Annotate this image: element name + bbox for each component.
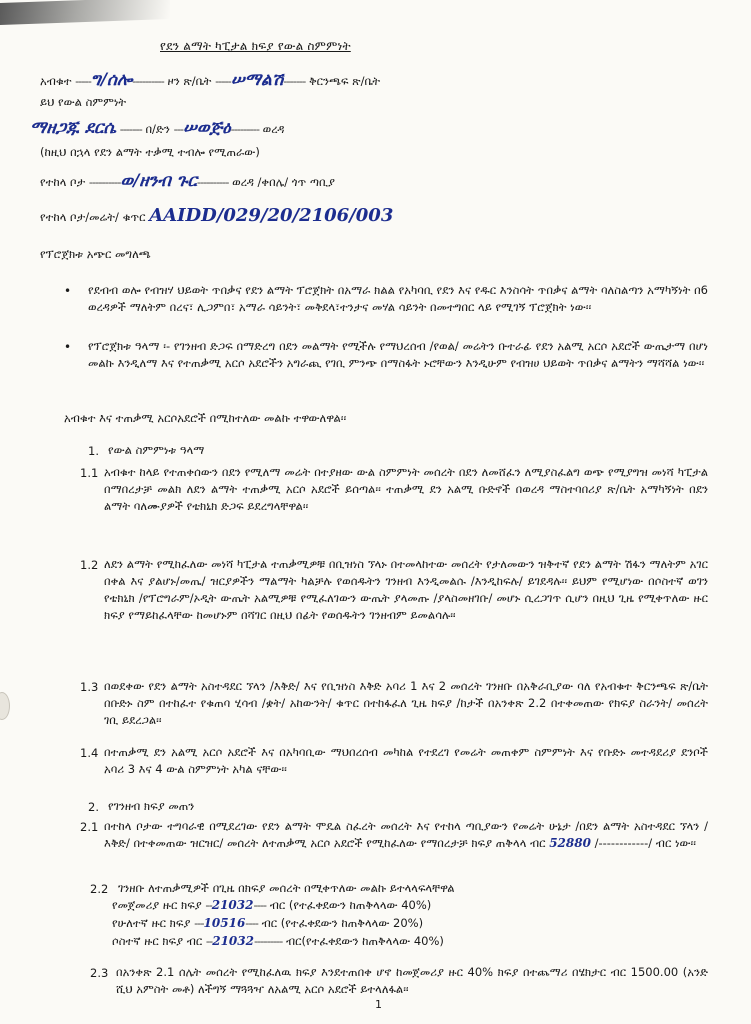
label-zone-office: ዞን ጽ/ቤት (167, 74, 212, 88)
clause-2-2-text: ገንዘቡ ለተጠቃሚዎች በጊዜ በክፍያ መሰረት በሚቀጥለው መልኩ ይተላላፍላቸዋል (118, 881, 455, 895)
installment-label: ሶስተኛ ዙር ክፍያ ብር (112, 934, 203, 948)
row-group: ማዘጋጁ ደርሴ ------- በ/ድን ---ሠወጅዕ--------- ወረዳ (30, 118, 285, 138)
clause-1-2-text: ለደን ልማት የሚከፈለው መነሻ ካፒታል ተጠቃሚዎቹ በቢዝነስ ኘላኑ በተመላከተው መሰረት የታለመውን ዝቅተኛ የደን ልማት ሽፋን ማለትም አገር በቀል እና ያልሆኑ/መጤ/ ዝርያዎችን ማልማት ካልቻሉ የወሰዱትን ገንዘብ እንዲመልሱ /እንዲከፍሉ/ ይገደዳሉ፡፡ ይህም የሚሆነው በሶስተኛ ወገን የቴክኒክ /የፕሮግራም/ኦዲት ውጤት አልሚዎቹ የሚፈለገውን ውጤት ያላመጡ /ያላስመዘገቡ/ መሆኑ ሲረጋገጥ ሲሆን በዚህ ጊዜ የሚቀጥለው ዙር ክፍያ የማይከፈላቸው ከመሆኑም በሻገር በዚህ በፊት የወሰዱትን ገንዘብም ይመልሳሉ፡፡ (104, 557, 708, 622)
bullet-dot: • (64, 340, 72, 354)
clause-2-2-number: 2.2 (90, 882, 109, 896)
clause-1-3-text: በወደቀው የደን ልማት አስተዳደር ኘላን /እቅድ/ እና የቢዝነስ እቅድ አባሪ 1 እና 2 መሰረት ገንዘቡ በአቅራቢያው ባለ የአብቁተ ቅርንጫፍ ጽ/ቤት በቡድኑ ስም በተከፈተ የቁጠባ ሂሳብ /ቋት/ አከውንት/ ቁጥር በተከፋፈለ ጊዜ ክፍያ /ከታች በአንቀጽ 2.2 በተቀመጠው የክፍያ ስራንት/ መሰረት ገቢ ይደረጋል፡፡ (104, 679, 708, 727)
section-1-title: የውል ስምምነቱ ዓላማ (108, 443, 205, 457)
clause-1-1-text: አብቁተ ከላይ የተጠቀሰውን በደን የሚለማ መሬት በተያዘው ውል ስምምነት መሰረት በደን ለመሸፈን ለሚያስፈልግ ወጭ የሚያግዝ መነሻ ካፒታል በማበረታቻ መልክ ለደን ልማት ተጠቃሚ አርሶ አደሮች ይሰጣል፡፡ ተጠቃሚ ደን አልሚ ቡድኖች በወረዳ ማስተባበሪያ ጽ/ቤት አማካኝነት በደን ልማት ባለሙያዎች የቴክኒክ ድጋፍ ይደረግላቸዋል፡፡ (104, 465, 708, 513)
label-group: በ/ድን (145, 122, 170, 136)
clause-2-3-number: 2.3 (90, 966, 109, 980)
section-2-number: 2. (88, 800, 99, 814)
handwritten-site: ወ/ዘንብ ጉር (120, 171, 197, 191)
section-1-number: 1. (88, 444, 99, 458)
row-agreement-intro: ይህ የውል ስምምነት (40, 95, 127, 109)
bullet-2-text: የፕሮጀክቱ ዓላማ ፡- የገንዘብ ድጋፍ በማድረግ በደን መልማት የሚችሉ የማህረሰብ /የወል/ መሬትን ቡተራፊ የደን አልሚ አርሶ አደሮች ውጤታማ በሆነ መልኩ እንዲለማ እና የተጠቃሚ አርሶ አደሮችን አግራጪ የገቢ ምንጭ በማስፋት ኑሮቸውን እንዲሁም የብዝሀ ህይወት ጥበቃና ልማትን ማሻሻል ነው፡፡ (88, 339, 708, 370)
handwritten-group: ማዘጋጁ ደርሴ (30, 118, 117, 138)
installment-row: የመጀመሪያ ዙር ክፍያ --21032---- ብር (የተፈቀደውን ከጠቅላላው 40%) (112, 898, 432, 912)
clause-1-4-text: በተጠቃሚ ደን አልሚ አርሶ አደሮች እና በአካባቢው ማህበረሰብ መካከል የተደረገ የመሬት መጠቀም ስምምነት እና የቡድኑ መተዳደሪያ ደንቦች አባሪ 3 እና 4 ውል ስምምነት አካል ናቸው፡፡ (104, 745, 708, 776)
installment-tail: ብር (የተፈቀደውን ከጠቅላላው 40%) (269, 898, 432, 912)
clause-2-1-text (104, 818, 708, 852)
installment-row: ሶስተኛ ዙር ክፍያ ብር --21032--------- ብር(የተፈቀደውን ከጠቅላላው 40%) (112, 934, 444, 948)
label-site-location: ወረዳ /ቀበሌ/ ጎጥ ጣቢያ (232, 175, 336, 189)
handwritten-zone: ሠማልሽ (230, 70, 284, 90)
document-title: የደን ልማት ካፒታል ክፍያ የውል ስምምነት (160, 39, 351, 53)
bullet-1-text: የደብብ ወሎ የብዝሃ ህይወት ጥበቃና የደን ልማት ፕሮጀክት በአማራ ክልል የአካባቢ የደን እና የዱር እንስሳት ጥበቃና ልማት ባለስልጣን አማካኝነት በ6 ወረዳዎች ማለትም በረና፣ ሊጋምበ፣ አማራ ሳይንት፣ መቅደላ፣ተንታና መሃል ሳይንት በመተግበር ላይ የሚገኝ ፕሮጀክት ነው፡፡ (88, 283, 708, 314)
parties-intro: አብቁተ እና ተጠቃሚ አርሶአደሮች በሚከተለው መልኩ ተዋውለዋል፡፡ (64, 411, 347, 425)
clause-2-3-text: በአንቀጽ 2.1 ሰሌት መሰረት የሚከፈለዉ ክፍያ እንደተጠበቀ ሆኖ ከመጀመሪያ ዙር 40% ክፍያ በተጨማሪ በሄክታር ብር 1500.00 (አንድ ሺህ አምስት መቶ) ለችግኝ ማጓጓዣ ለአልሚ አርሶ አደሮች ይተላለፋል፡፡ (116, 965, 708, 996)
label-abcute: አብቁተ (40, 74, 72, 88)
page-number: 1 (375, 998, 382, 1011)
clause-1-1-number: 1.1 (80, 466, 99, 480)
installment-row: የሁለተኛ ዙር ክፍያ ---10516---- ብር (የተፈቀደውን ከጠቅላላው 20%) (112, 916, 424, 930)
row-site: የተከላ ቦታ ----------ወ/ዘንብ ጉር---------- ወረዳ /ቀበሌ/ ጎጥ ጣቢያ (40, 171, 336, 191)
clause-2-1-tail: /------------/ ብር ነው፡፡ (594, 836, 696, 850)
handwritten-installment-1: 21032 (211, 898, 254, 912)
row-beneficiary-note: (ከዚህ በኋላ የደን ልማት ተቃሚ ተብሎ የሚጠራው) (40, 145, 260, 159)
row-site-number (40, 205, 394, 226)
handwritten-woreda: ሠወጅዕ (183, 118, 231, 138)
row-branch: አብቁተ -----ግ/ሰሎ---------- ዞን ጽ/ቤት -----ሠማልሽ------- ቅርንጫፍ ጽ/ቤት (40, 70, 381, 90)
installment-label: የሁለተኛ ዙር ክፍያ (112, 916, 191, 930)
handwritten-total-amount: 52880 (549, 836, 591, 850)
bullet-dot: • (64, 284, 72, 298)
label-sub-branch: ቅርንጫፍ ጽ/ቤት (308, 74, 381, 88)
label-woreda: ወረዳ (262, 122, 285, 136)
clause-2-1-number: 2.1 (80, 820, 99, 834)
installment-label: የመጀመሪያ ዙር ክፍያ (112, 898, 202, 912)
project-summary-heading: የፕሮጀክቱ አጭር መግለጫ (40, 247, 151, 261)
clause-1-2-number: 1.2 (80, 558, 99, 572)
clause-1-4-number: 1.4 (80, 746, 99, 760)
scan-shadow (0, 0, 170, 25)
label-site-number: የተከላ ቦታ/መሬት/ ቁጥር (40, 210, 146, 224)
clause-2-1-body: በተከላ ቦታው ተግባራዊ በሚደረገው የደን ልማት ሞዴል ስፈረት መሰረት እና የተከላ ጣቢያውን የመሬት ሁኔታ /በደን ልማት አስተዳደር ኘላን /እቅድ/ በተቀመጠው ዝርዝር/ መሰረት ለተጠቃሚ አርሶ አደሮች የሚከፈለው የማበረታቻ ክፍያ ጠቅላላ ብር (104, 819, 708, 850)
handwritten-site-number: AAIDD/029/20/2106/003 (149, 205, 394, 226)
handwritten-installment-2: 10516 (203, 916, 246, 930)
handwritten-installment-3: 21032 (212, 934, 254, 948)
punch-hole (0, 692, 10, 720)
section-2-title: የገንዘብ ክፍያ መጠን (108, 799, 195, 813)
installment-tail: ብር(የተፈቀደውን ከጠቅላላው 40%) (285, 934, 444, 948)
clause-1-3-number: 1.3 (80, 680, 99, 694)
label-site: የተከላ ቦታ (40, 175, 86, 189)
installment-tail: ብር (የተፈቀደውን ከጠቅላላው 20%) (261, 916, 424, 930)
handwritten-branch: ግ/ሰሎ (90, 70, 133, 90)
